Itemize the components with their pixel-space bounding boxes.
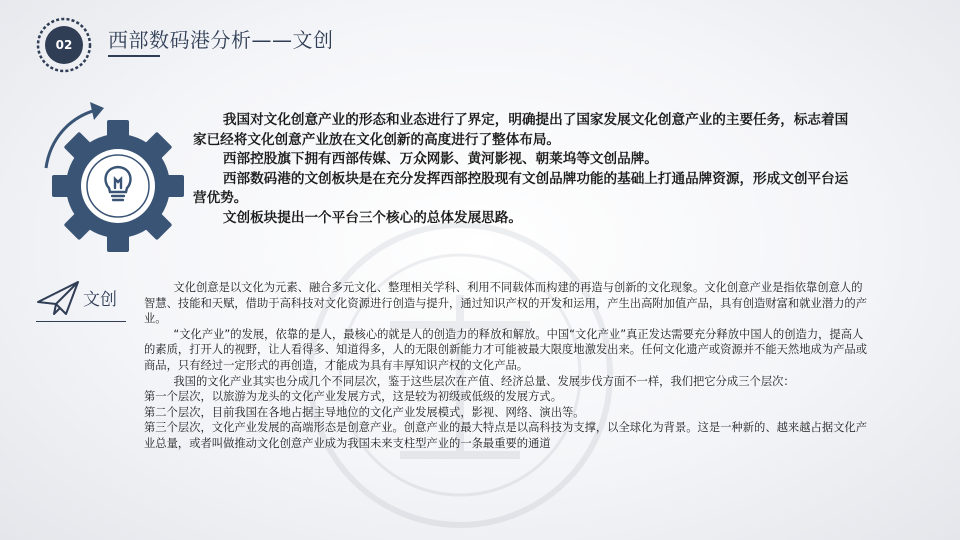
title-underline	[108, 55, 160, 57]
section-label: 文创	[83, 290, 117, 310]
body-text	[144, 280, 869, 452]
intro-paragraph: 我国对文化创意产业的形态和业态进行了界定，明确提出了国家发展文化创意产业的主要任务，标志着国家已经将文化创意产业放在文化创新的高度进行了整体布局。	[193, 112, 849, 148]
body-paragraph: 我国的文化产业其实也分成几个不同层次，鉴于这些层次在产值、经济总量、发展步伐方面不一样，我们把它分成三个层次：	[173, 374, 795, 388]
section-label-underline	[36, 321, 126, 322]
body-paragraph: 第二个层次，目前我国在各地占据主导地位的文化产业发展模式，影视、网络、演出等。	[144, 405, 585, 419]
intro-paragraph: 西部数码港的文创板块是在充分发挥西部控股现有文创品牌功能的基础上打通品牌资源，形成文创平台运营优势。	[193, 170, 849, 206]
paper-plane-icon	[36, 278, 82, 318]
body-paragraph: 第一个层次，以旅游为龙头的文化产业发展方式，这是较为初级或低级的发展方式。	[144, 390, 562, 404]
intro-paragraph: 西部控股旗下拥有西部传媒、万众网影、黄河影视、朝莱坞等文创品牌。	[222, 151, 658, 167]
gear-icon	[32, 98, 204, 270]
intro-paragraph: 文创板块提出一个平台三个核心的总体发展思路。	[222, 209, 522, 226]
intro-text	[193, 111, 861, 228]
page-title: 西部数码港分析——文创	[108, 28, 334, 52]
body-paragraph: 文化创意是以文化为元素、融合多元文化、整理相关学科、利用不同载体而构建的再造与创新的文化现象。文化创意产业是指依靠创意人的智慧、技能和天赋，借助于高科技对文化资源进行创造与提升，通过知识产权的开发和运用，产生出高附加值产品，具有创造财富和就业潜力的产业。	[144, 281, 868, 326]
body-paragraph: “文化产业”的发展，依靠的是人，最核心的就是人的创造力的释放和解放。中国“文化产业”真正发达需要充分释放中国人的创造力，提高人的素质，打开人的视野，让人看得多、知道得多，人的无限创新能力才可能被最大限度地激发出来。任何文化遗产或资源并不能天然地成为产品或商品，只有经过一定形式的再创造，才能成为具有丰厚知识产权的文化产品。	[144, 327, 868, 372]
section-number: 02	[55, 38, 73, 52]
body-paragraph: 第三个层次，文化产业发展的高端形态是创意产业。创意产业的最大特点是以高科技为支撑，以全球化为背景。这是一种新的、越来越占据文化产业总量，或者叫做推动文化创意产业成为我国未来支柱型产业的一条最重要的通道	[144, 421, 868, 450]
